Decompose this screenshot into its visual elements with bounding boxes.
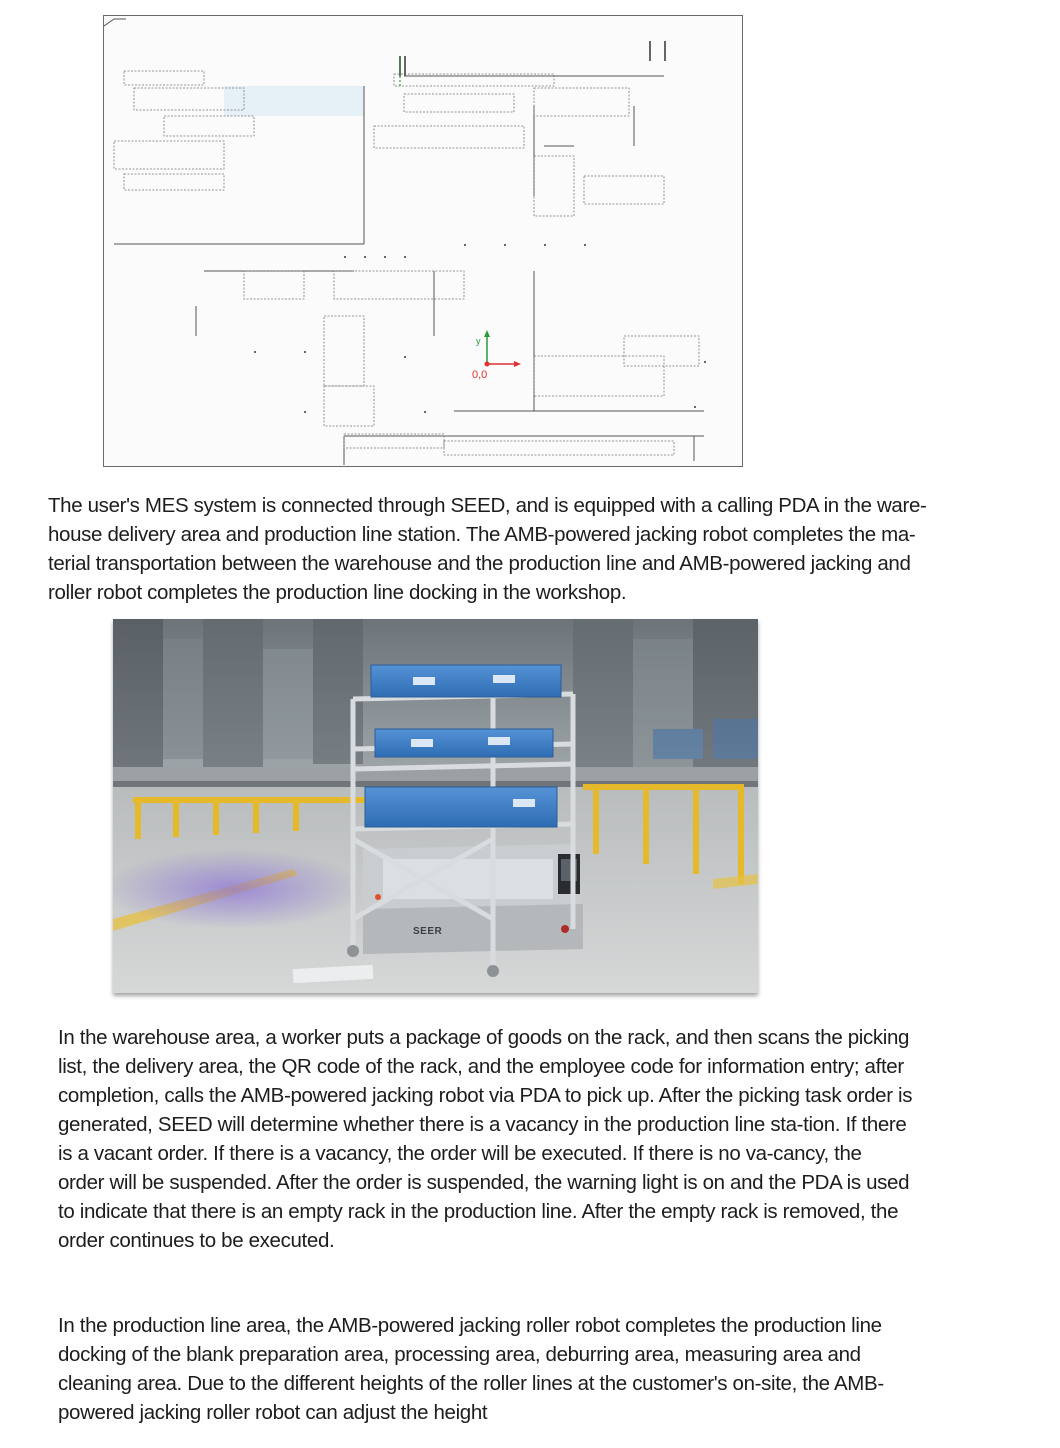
robot-logo: SEER xyxy=(413,926,443,937)
warehouse-area-paragraph: In the warehouse area, a worker puts a package of goods on the rack, and then scans the picking list, the delivery area, the QR code of the rack, and the employee code for information entry; after completion, calls the AMB-powered jacking robot via PDA to pick up. After the picking task order is generated, SEED will determine whether there is a vacancy in the production line sta-tion. If there is a vacant order. If there is a vacancy, the order will be executed. If there is no va-cancy, the order will be suspended. After the order is suspended, the warning light is on and the PDA is used to indicate that there is an empty rack in the production line. After the empty rack is removed, the order continues to be executed. xyxy=(58,1026,913,1252)
blue-crates xyxy=(365,665,561,827)
jacking-robot-photo xyxy=(113,619,758,993)
jacking-robot xyxy=(363,844,583,954)
robot-photo-figure xyxy=(113,619,758,993)
origin-label: 0,0 xyxy=(472,369,488,381)
warehouse-map-figure xyxy=(103,15,743,467)
production-line-paragraph: In the production line area, the AMB-powered jacking roller robot completes the production line docking of the blank preparation area, processing area, deburring area, measuring area and cleaning area. Due to the different heights of the roller lines at the customer's on-site, the AMB-powered jacking roller robot can adjust the height xyxy=(58,1314,884,1424)
intro-paragraph: The user's MES system is connected through SEED, and is equipped with a calling PDA in the ware-house delivery area and production line station. The AMB-powered jacking robot completes the ma-terial transportation between the warehouse and the production line and AMB-powered jacking and roller robot completes the production line docking in the workshop. xyxy=(48,494,927,604)
warehouse-map-drawing xyxy=(104,16,741,465)
y-axis-label: y xyxy=(476,336,481,346)
